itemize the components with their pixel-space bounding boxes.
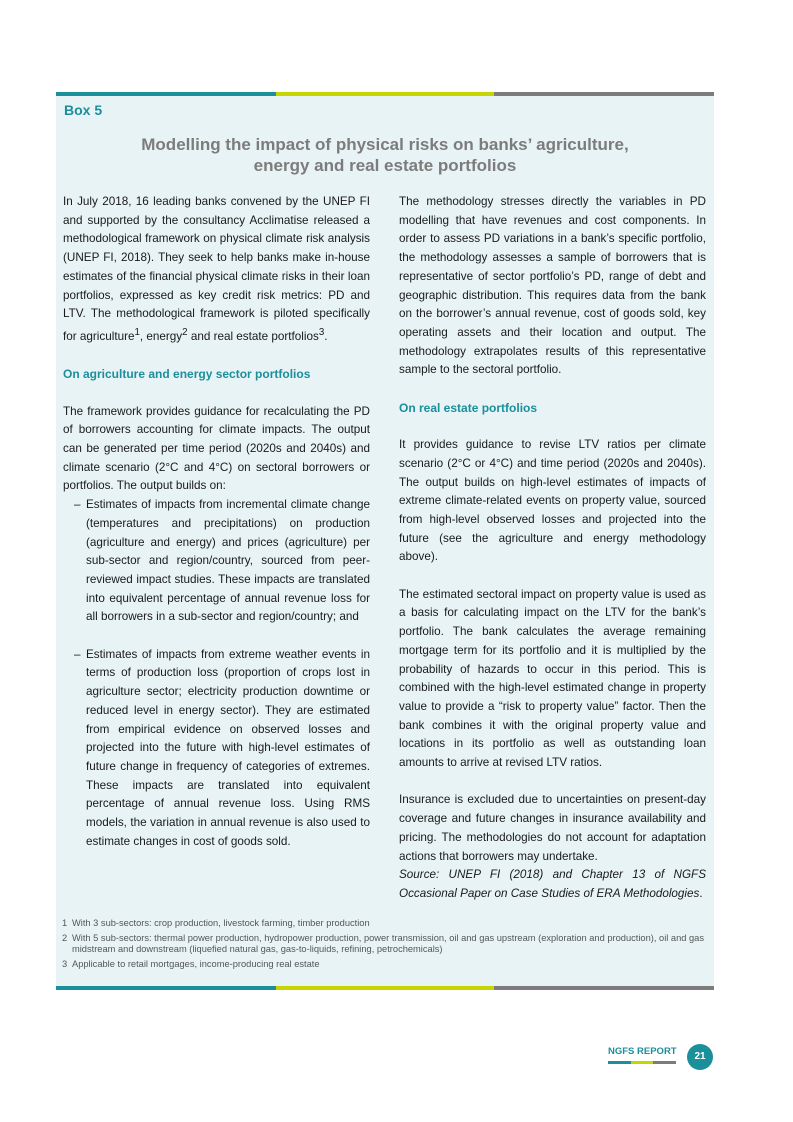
property-impact-paragraph: The estimated sectoral impact on property value is used as a basis for calculating impact on the LTV for the bank’s portfolio. The bank calculates the average remaining mortgage term for its portfolio and it is multiplied by the probability of hazards to occur in this period. This is combined with the high-level estimated change in property value to provide a “risk to property value” factor. Then the bank combines it with the original property value and locations in its portfolio as well as outstanding loan amounts to arrive at revised LTV ratios. — [399, 587, 706, 770]
box-title-line-2: energy and real estate portfolios — [253, 156, 517, 175]
box-title — [56, 134, 714, 176]
ltv-guidance-paragraph: It provides guidance to revise LTV ratios per climate scenario (2°C or 4°C) and time period (2020s and 2040s). The output builds on high-level estimates of impacts of extreme climate-related events on property value, sourced from high-level observed losses and projected into the future (see the agriculture and energy methodology above). — [399, 438, 706, 564]
page-number: 21 — [687, 1044, 713, 1070]
heading-real-estate: On real estate portfolios — [399, 400, 538, 415]
insurance-paragraph: Insurance is excluded due to uncertainties on present-day coverage and future changes in insurance availability and pricing. The methodologies do not account for adaptation actions that borrowers may undertake. — [399, 793, 706, 863]
box-bottom-rule — [56, 986, 714, 990]
list-item: – Estimates of impacts from incremental climate change (temperatures and precipitations) on production (agriculture and energy) and prices (agriculture) per sub-sector and region/country, sourced from peer-reviewed impact studies. These impacts are translated into equivalent percentage of annual revenue loss for all borrowers in a sub-sector and region/country; and — [74, 498, 370, 624]
footer-color-rule — [608, 1061, 676, 1064]
source-line: Source: UNEP FI (2018) and Chapter 13 of NGFS Occasional Paper on Case Studies of ERA Methodologies. — [399, 868, 706, 900]
dash-bullet: – — [74, 498, 81, 512]
footnote-3: 3 Applicable to retail mortgages, income-producing real estate — [62, 959, 320, 969]
list-item: – Estimates of impacts from extreme weather events in terms of production loss (proportion of crops lost in agriculture sector; electricity production downtime or reduced level in energy sector). They are estimated from empirical evidence on observed losses and projected into the future with high-level estimates of future change in frequency of categories of extremes. These impacts are translated into equivalent percentage of annual revenue loss. Using RMS models, the variation in annual revenue is also used to estimate changes in cost of goods sold. — [74, 647, 370, 848]
box-5-panel — [56, 96, 714, 986]
intro-paragraph: In July 2018, 16 leading banks convened by the UNEP FI and supported by the consultancy Acclimatise released a methodological framework on physical climate risk analysis (UNEP FI, 2018). They seek to help banks make in-house estimates of the financial physical climate risks in their loan portfolios, expressed as key credit risk metrics: PD and LTV. The methodological framework is piloted specifically for agriculture$^1$, energy$^2$ and real estate portfolios$^3$. — [63, 195, 370, 343]
left-column — [63, 193, 370, 851]
framework-paragraph: The framework provides guidance for recalculating the PD of borrowers accounting for climate impacts. The output can be generated per time period (2020s and 2040s) and climate scenario (2°C and 4°C) on sectoral borrowers or portfolios. The output builds on: — [63, 404, 370, 493]
footnote-2: 2 With 5 sub-sectors: thermal power production, hydropower production, power transmission, oil and gas upstream (exploration and production), oil and gas midstream and downstream (liquefied natural gas, gas-to-liquids, refining, petrochemicals) — [62, 933, 704, 954]
output-list — [63, 496, 370, 851]
box-title-line-1: Modelling the impact of physical risks on banks’ agriculture, — [141, 135, 629, 154]
rule-teal-segment — [56, 986, 276, 990]
footnote-ref-2[interactable]: 2 — [182, 326, 188, 338]
rule-yellow-segment — [276, 986, 494, 990]
rule-gray-segment — [494, 986, 714, 990]
footnote-1: 1 With 3 sub-sectors: crop production, livestock farming, timber production — [62, 918, 370, 928]
dash-bullet: – — [74, 647, 81, 661]
methodology-paragraph: The methodology stresses directly the variables in PD modelling that have revenues and cost components. In order to assess PD variations in a bank’s specific portfolio, the methodology assesses a sample of borrowers that is representative of sector portfolio’s PD, range of debt and geographic distribution. This requires data from the bank on the borrower’s annual revenue, cost of goods sold, key operating assets and their location and output. The methodology extrapolates results of this representative sample to the sectoral portfolio. — [399, 195, 706, 377]
report-name: NGFS REPORT — [608, 1046, 677, 1057]
footnote-ref-1[interactable]: 1 — [134, 326, 140, 338]
heading-agriculture-energy: On agriculture and energy sector portfolios — [63, 367, 311, 382]
footnotes — [62, 918, 712, 974]
right-column — [399, 193, 706, 904]
box-label: Box 5 — [64, 102, 103, 118]
footnote-ref-3[interactable]: 3 — [318, 326, 325, 338]
